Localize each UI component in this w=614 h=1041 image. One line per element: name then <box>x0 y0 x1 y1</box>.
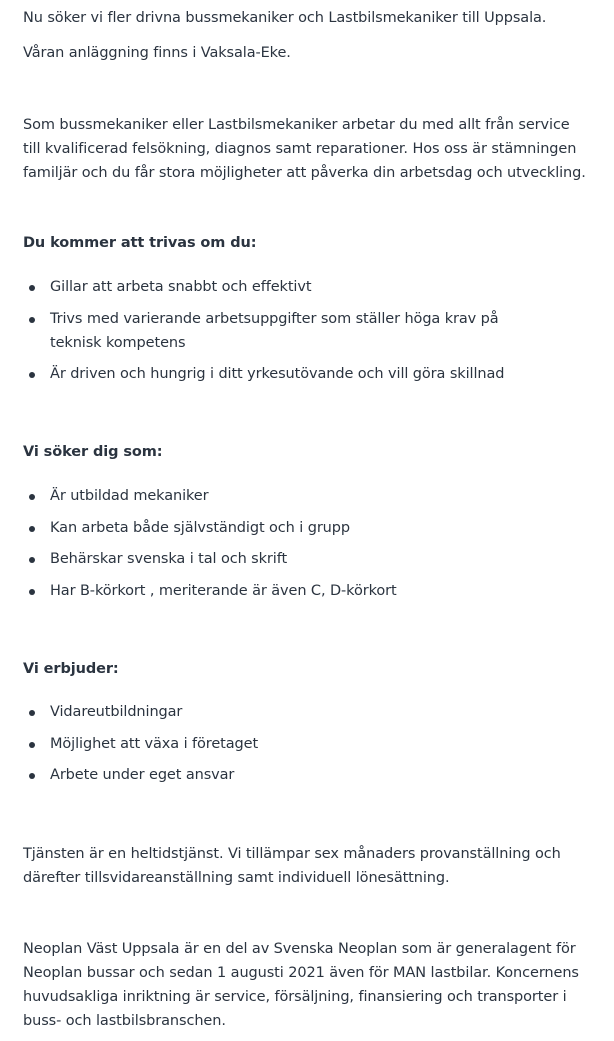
list-item: Vidareutbildningar <box>0 700 550 724</box>
list-item: Har B-körkort , meriterande är även C, D-körkort <box>0 579 550 603</box>
bullet-icon <box>29 557 35 563</box>
bullet-icon <box>29 526 35 532</box>
company-description: Neoplan Väst Uppsala är en del av Svenska Neoplan som är generalagent för Neoplan bussar och sedan 1 augusti 2021 även för MAN lastbilar. Koncernens huvudsakliga inriktning är service, försäljning, finansiering och transporter i buss- och lastbilsbranschen. <box>23 941 579 1029</box>
list-item: Möjlighet att växa i företaget <box>0 732 550 756</box>
bullet-icon <box>29 285 35 291</box>
offer-heading: Vi erbjuder: <box>23 661 119 677</box>
thrive-list <box>0 275 600 394</box>
bullet-icon <box>29 317 35 323</box>
thrive-heading: Du kommer att trivas om du: <box>23 235 257 251</box>
list-item: Trivs med varierande arbetsuppgifter som ställer höga krav på teknisk kompetens <box>0 307 550 355</box>
bullet-icon <box>29 589 35 595</box>
list-item: Är utbildad mekaniker <box>0 484 550 508</box>
bullet-icon <box>29 494 35 500</box>
seeking-list <box>0 484 600 610</box>
list-item: Arbete under eget ansvar <box>0 763 550 787</box>
bullet-icon <box>29 710 35 716</box>
seeking-heading: Vi söker dig som: <box>23 444 163 460</box>
list-item: Gillar att arbeta snabbt och effektivt <box>0 275 550 299</box>
intro-line-2: Våran anläggning finns i Vaksala-Eke. <box>23 45 291 61</box>
employment-terms: Tjänsten är en heltidstjänst. Vi tillämpar sex månaders provanställning och därefter tillsvidareanställning samt individuell lönesättning. <box>23 846 561 886</box>
intro-line-1: Nu söker vi fler drivna bussmekaniker och Lastbilsmekaniker till Uppsala. <box>23 10 547 26</box>
bullet-icon <box>29 742 35 748</box>
offer-list <box>0 700 600 795</box>
role-description: Som bussmekaniker eller Lastbilsmekaniker arbetar du med allt från service till kvalificerad felsökning, diagnos samt reparationer. Hos oss är stämningen familjär och du får stora möjligheter att påverka din arbetsdag och utveckling. <box>23 117 586 181</box>
list-item: Behärskar svenska i tal och skrift <box>0 547 550 571</box>
list-item: Är driven och hungrig i ditt yrkesutövande och vill göra skillnad <box>0 362 550 386</box>
list-item: Kan arbeta både självständigt och i grupp <box>0 516 550 540</box>
bullet-icon <box>29 372 35 378</box>
bullet-icon <box>29 773 35 779</box>
